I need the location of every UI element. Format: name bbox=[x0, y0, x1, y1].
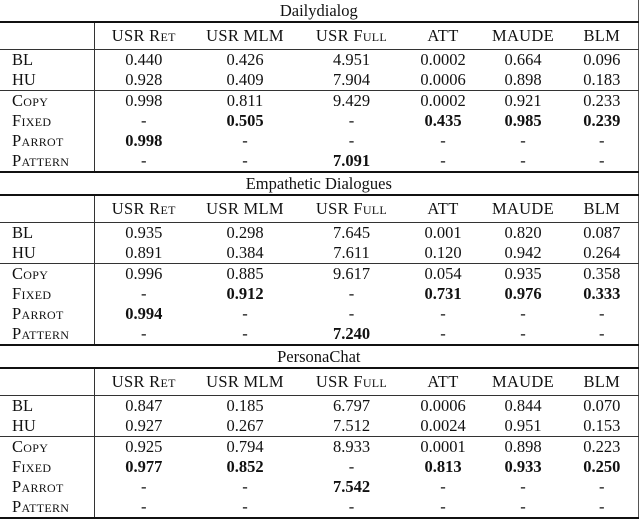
value-cell: 0.183 bbox=[566, 70, 638, 91]
table-row bbox=[0, 497, 638, 518]
value-cell: - bbox=[193, 151, 297, 172]
row-label: Fixed bbox=[0, 111, 94, 131]
value-cell: 0.951 bbox=[480, 416, 566, 437]
section-title-row bbox=[0, 0, 638, 22]
value-cell: - bbox=[193, 324, 297, 345]
value-cell: - bbox=[566, 304, 638, 324]
value-cell: 0.998 bbox=[125, 91, 163, 110]
value-cell: - bbox=[297, 497, 406, 518]
value-cell: - bbox=[440, 304, 446, 323]
value-cell: 0.811 bbox=[226, 91, 264, 110]
column-header: ATT bbox=[406, 195, 480, 223]
row-label: Pattern bbox=[0, 497, 94, 518]
value-cell: 0.384 bbox=[193, 243, 297, 264]
value-cell: - bbox=[566, 151, 638, 172]
section-title: Empathetic Dialogues bbox=[0, 172, 638, 195]
section-title: PersonaChat bbox=[0, 345, 638, 368]
table-row bbox=[0, 457, 638, 477]
value-cell: 0.935 bbox=[125, 223, 163, 242]
value-cell: 0.794 bbox=[226, 437, 264, 456]
table-row bbox=[0, 91, 638, 112]
value-cell: 0.921 bbox=[504, 91, 542, 110]
value-cell: 0.925 bbox=[125, 437, 163, 456]
value-cell: 0.847 bbox=[125, 396, 163, 415]
column-header: MAUDE bbox=[480, 195, 566, 223]
section-title-row bbox=[0, 172, 638, 195]
value-cell: 0.358 bbox=[566, 264, 638, 285]
value-cell: 0.664 bbox=[504, 50, 542, 69]
row-label: Parrot bbox=[0, 477, 94, 497]
row-label: Parrot bbox=[0, 131, 94, 151]
corner-cell bbox=[0, 22, 94, 50]
value-cell: - bbox=[520, 131, 526, 150]
row-label: BL bbox=[0, 396, 94, 417]
row-label: Pattern bbox=[0, 151, 94, 172]
value-cell: 0.001 bbox=[424, 223, 462, 242]
value-cell: - bbox=[141, 111, 147, 130]
value-cell: 0.912 bbox=[226, 284, 264, 303]
value-cell: - bbox=[348, 457, 355, 476]
section-title-row bbox=[0, 345, 638, 368]
value-cell: 0.070 bbox=[566, 396, 638, 417]
value-cell: 0.267 bbox=[193, 416, 297, 437]
value-cell: 0.898 bbox=[480, 70, 566, 91]
value-cell: - bbox=[566, 324, 638, 345]
table-row bbox=[0, 284, 638, 304]
column-header: BLM bbox=[566, 195, 638, 223]
table-row bbox=[0, 223, 638, 244]
value-cell: 0.985 bbox=[504, 111, 542, 130]
value-cell: 0.0024 bbox=[406, 416, 480, 437]
column-header: MAUDE bbox=[480, 368, 566, 396]
value-cell: - bbox=[406, 497, 480, 518]
table-row bbox=[0, 151, 638, 172]
row-label: HU bbox=[0, 70, 94, 91]
value-cell: 0.731 bbox=[424, 284, 462, 303]
value-cell: - bbox=[94, 497, 193, 518]
column-header: USR Full bbox=[297, 195, 406, 223]
value-cell: 7.611 bbox=[297, 243, 406, 264]
value-cell: 0.0001 bbox=[420, 437, 466, 456]
value-cell: - bbox=[94, 151, 193, 172]
value-cell: 0.928 bbox=[94, 70, 193, 91]
value-cell: 0.233 bbox=[566, 91, 638, 112]
value-cell: 0.435 bbox=[424, 111, 462, 130]
value-cell: - bbox=[406, 324, 480, 345]
value-cell: 7.240 bbox=[297, 324, 406, 345]
value-cell: 0.933 bbox=[504, 457, 542, 476]
value-cell: 0.096 bbox=[566, 50, 638, 71]
value-cell: 0.935 bbox=[504, 264, 542, 283]
value-cell: - bbox=[480, 324, 566, 345]
value-cell: 0.223 bbox=[566, 437, 638, 458]
column-header: ATT bbox=[406, 22, 480, 50]
value-cell: 0.885 bbox=[226, 264, 264, 283]
column-header: USR Ret bbox=[94, 195, 193, 223]
value-cell: - bbox=[242, 304, 248, 323]
value-cell: - bbox=[141, 284, 147, 303]
value-cell: 0.087 bbox=[566, 223, 638, 244]
table-row bbox=[0, 324, 638, 345]
column-header: USR Full bbox=[297, 22, 406, 50]
row-label: Copy bbox=[0, 91, 94, 112]
table-row bbox=[0, 70, 638, 91]
value-cell: 0.333 bbox=[566, 284, 638, 304]
value-cell: - bbox=[348, 131, 355, 150]
value-cell: 0.844 bbox=[504, 396, 542, 415]
value-cell: - bbox=[348, 304, 355, 323]
value-cell: 0.898 bbox=[504, 437, 542, 456]
value-cell: 0.977 bbox=[125, 457, 163, 476]
table-row bbox=[0, 477, 638, 497]
column-header-row bbox=[0, 195, 638, 223]
value-cell: 7.542 bbox=[332, 477, 371, 496]
column-header-row bbox=[0, 368, 638, 396]
value-cell: 0.994 bbox=[125, 304, 163, 323]
column-header: USR Ret bbox=[94, 368, 193, 396]
value-cell: 0.426 bbox=[226, 50, 264, 69]
table-row bbox=[0, 396, 638, 417]
column-header: ATT bbox=[406, 368, 480, 396]
value-cell: 9.617 bbox=[332, 264, 371, 283]
table-row bbox=[0, 304, 638, 324]
value-cell: 4.951 bbox=[332, 50, 371, 69]
row-label: Fixed bbox=[0, 284, 94, 304]
corner-cell bbox=[0, 195, 94, 223]
value-cell: - bbox=[480, 497, 566, 518]
value-cell: 0.298 bbox=[226, 223, 264, 242]
value-cell: 7.645 bbox=[332, 223, 371, 242]
row-label: HU bbox=[0, 243, 94, 264]
table-row bbox=[0, 437, 638, 458]
table-row bbox=[0, 243, 638, 264]
value-cell: 7.904 bbox=[297, 70, 406, 91]
row-label: Copy bbox=[0, 264, 94, 285]
value-cell: 0.820 bbox=[504, 223, 542, 242]
value-cell: - bbox=[348, 111, 355, 130]
row-label: Pattern bbox=[0, 324, 94, 345]
column-header: USR Ret bbox=[94, 22, 193, 50]
value-cell: 0.813 bbox=[424, 457, 462, 476]
value-cell: 0.440 bbox=[125, 50, 163, 69]
value-cell: - bbox=[566, 131, 638, 151]
value-cell: 0.976 bbox=[504, 284, 542, 303]
section-title: Dailydialog bbox=[0, 0, 638, 22]
column-header-row bbox=[0, 22, 638, 50]
value-cell: 0.0006 bbox=[420, 396, 466, 415]
value-cell: 0.852 bbox=[226, 457, 264, 476]
value-cell: - bbox=[440, 131, 446, 150]
value-cell: 0.239 bbox=[566, 111, 638, 131]
value-cell: - bbox=[520, 477, 526, 496]
value-cell: - bbox=[242, 477, 248, 496]
column-header: USR MLM bbox=[193, 368, 297, 396]
column-header: BLM bbox=[566, 22, 638, 50]
row-label: Fixed bbox=[0, 457, 94, 477]
value-cell: - bbox=[440, 477, 446, 496]
table-row bbox=[0, 50, 638, 71]
value-cell: - bbox=[566, 497, 638, 518]
column-header: USR MLM bbox=[193, 195, 297, 223]
column-header: BLM bbox=[566, 368, 638, 396]
value-cell: - bbox=[566, 477, 638, 497]
value-cell: - bbox=[480, 151, 566, 172]
value-cell: 6.797 bbox=[332, 396, 371, 415]
value-cell: 0.942 bbox=[480, 243, 566, 264]
value-cell: 0.0002 bbox=[420, 50, 466, 69]
column-header: USR MLM bbox=[193, 22, 297, 50]
value-cell: 0.891 bbox=[94, 243, 193, 264]
value-cell: 0.0006 bbox=[406, 70, 480, 91]
value-cell: - bbox=[242, 131, 248, 150]
row-label: BL bbox=[0, 223, 94, 244]
value-cell: 9.429 bbox=[332, 91, 371, 110]
value-cell: 0.264 bbox=[566, 243, 638, 264]
value-cell: 0.153 bbox=[566, 416, 638, 437]
value-cell: 0.996 bbox=[125, 264, 163, 283]
value-cell: 0.185 bbox=[226, 396, 264, 415]
table-row bbox=[0, 111, 638, 131]
column-header: MAUDE bbox=[480, 22, 566, 50]
value-cell: 8.933 bbox=[332, 437, 371, 456]
value-cell: - bbox=[348, 284, 355, 303]
value-cell: - bbox=[406, 151, 480, 172]
value-cell: 0.0002 bbox=[420, 91, 466, 110]
table-row bbox=[0, 416, 638, 437]
value-cell: - bbox=[141, 477, 147, 496]
value-cell: - bbox=[193, 497, 297, 518]
value-cell: 7.091 bbox=[297, 151, 406, 172]
value-cell: 0.120 bbox=[406, 243, 480, 264]
table-row bbox=[0, 131, 638, 151]
value-cell: 7.512 bbox=[297, 416, 406, 437]
value-cell: - bbox=[520, 304, 526, 323]
value-cell: 0.250 bbox=[566, 457, 638, 477]
value-cell: 0.505 bbox=[226, 111, 264, 130]
row-label: BL bbox=[0, 50, 94, 71]
value-cell: 0.054 bbox=[424, 264, 462, 283]
row-label: Parrot bbox=[0, 304, 94, 324]
value-cell: 0.927 bbox=[94, 416, 193, 437]
value-cell: 0.998 bbox=[125, 131, 163, 150]
column-header: USR Full bbox=[297, 368, 406, 396]
table-row bbox=[0, 264, 638, 285]
corner-cell bbox=[0, 368, 94, 396]
value-cell: 0.409 bbox=[193, 70, 297, 91]
value-cell: - bbox=[94, 324, 193, 345]
row-label: HU bbox=[0, 416, 94, 437]
row-label: Copy bbox=[0, 437, 94, 458]
